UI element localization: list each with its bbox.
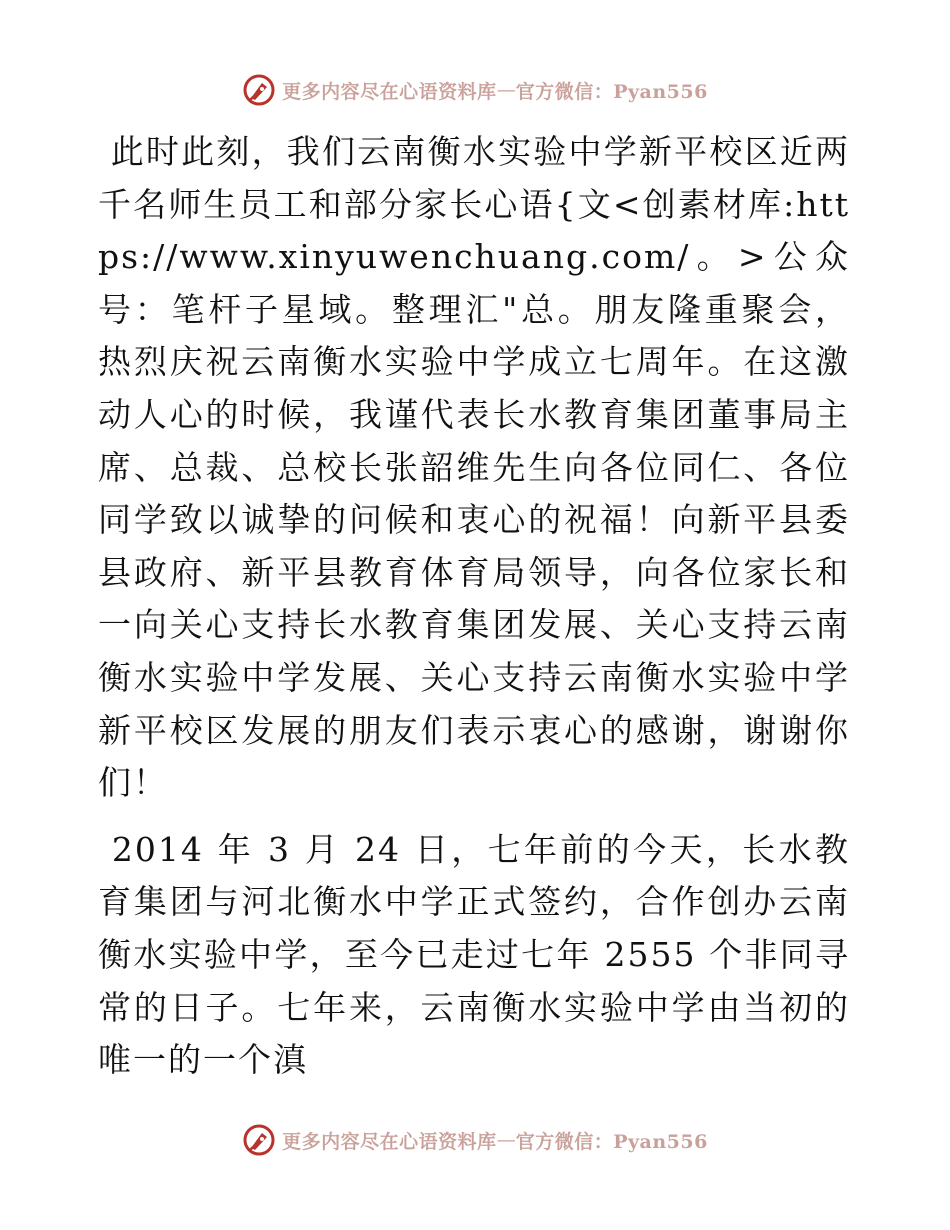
- pen-nib-circle-icon: [242, 73, 276, 107]
- watermark-text: 更多内容尽在心语资料库: [282, 80, 497, 103]
- document-body: [98, 126, 850, 1087]
- watermark-wechat: 官方微信：Pyan556: [515, 80, 708, 103]
- watermark-text: 更多内容尽在心语资料库: [282, 1130, 497, 1153]
- paragraph-2: 2014 年 3 月 24 日，七年前的今天，长水教育集团与河北衡水中学正式签约，合作创办云南衡水实验中学，至今已走过七年 2555 个非同寻常的日子。七年来，云南衡水实验中学由当初的唯一的一个滇: [98, 829, 850, 1080]
- paragraph-1: 此时此刻，我们云南衡水实验中学新平校区近两千名师生员工和部分家长心语{文<创素材库:https://www.xinyuwenchuang.com/。>公众号：笔杆子星域。整理汇"总。朋友隆重聚会，热烈庆祝云南衡水实验中学成立七周年。在这激动人心的时候，我谨代表长水教育集团董事局主席、总裁、总校长张韶维先生向各位同仁、各位同学致以诚挚的问候和衷心的祝福！向新平县委县政府、新平县教育体育局领导，向各位家长和一向关心支持长水教育集团发展、关心支持云南衡水实验中学发展、关心支持云南衡水实验中学新平校区发展的朋友们表示衷心的感谢，谢谢你们！: [98, 132, 851, 803]
- watermark-dash: —: [496, 1129, 516, 1151]
- watermark-wechat: 官方微信：Pyan556: [515, 1130, 708, 1153]
- watermark-footer: [0, 1120, 950, 1160]
- watermark-dash: —: [496, 79, 516, 101]
- watermark-header: [0, 70, 950, 110]
- pen-nib-circle-icon: [242, 1123, 276, 1157]
